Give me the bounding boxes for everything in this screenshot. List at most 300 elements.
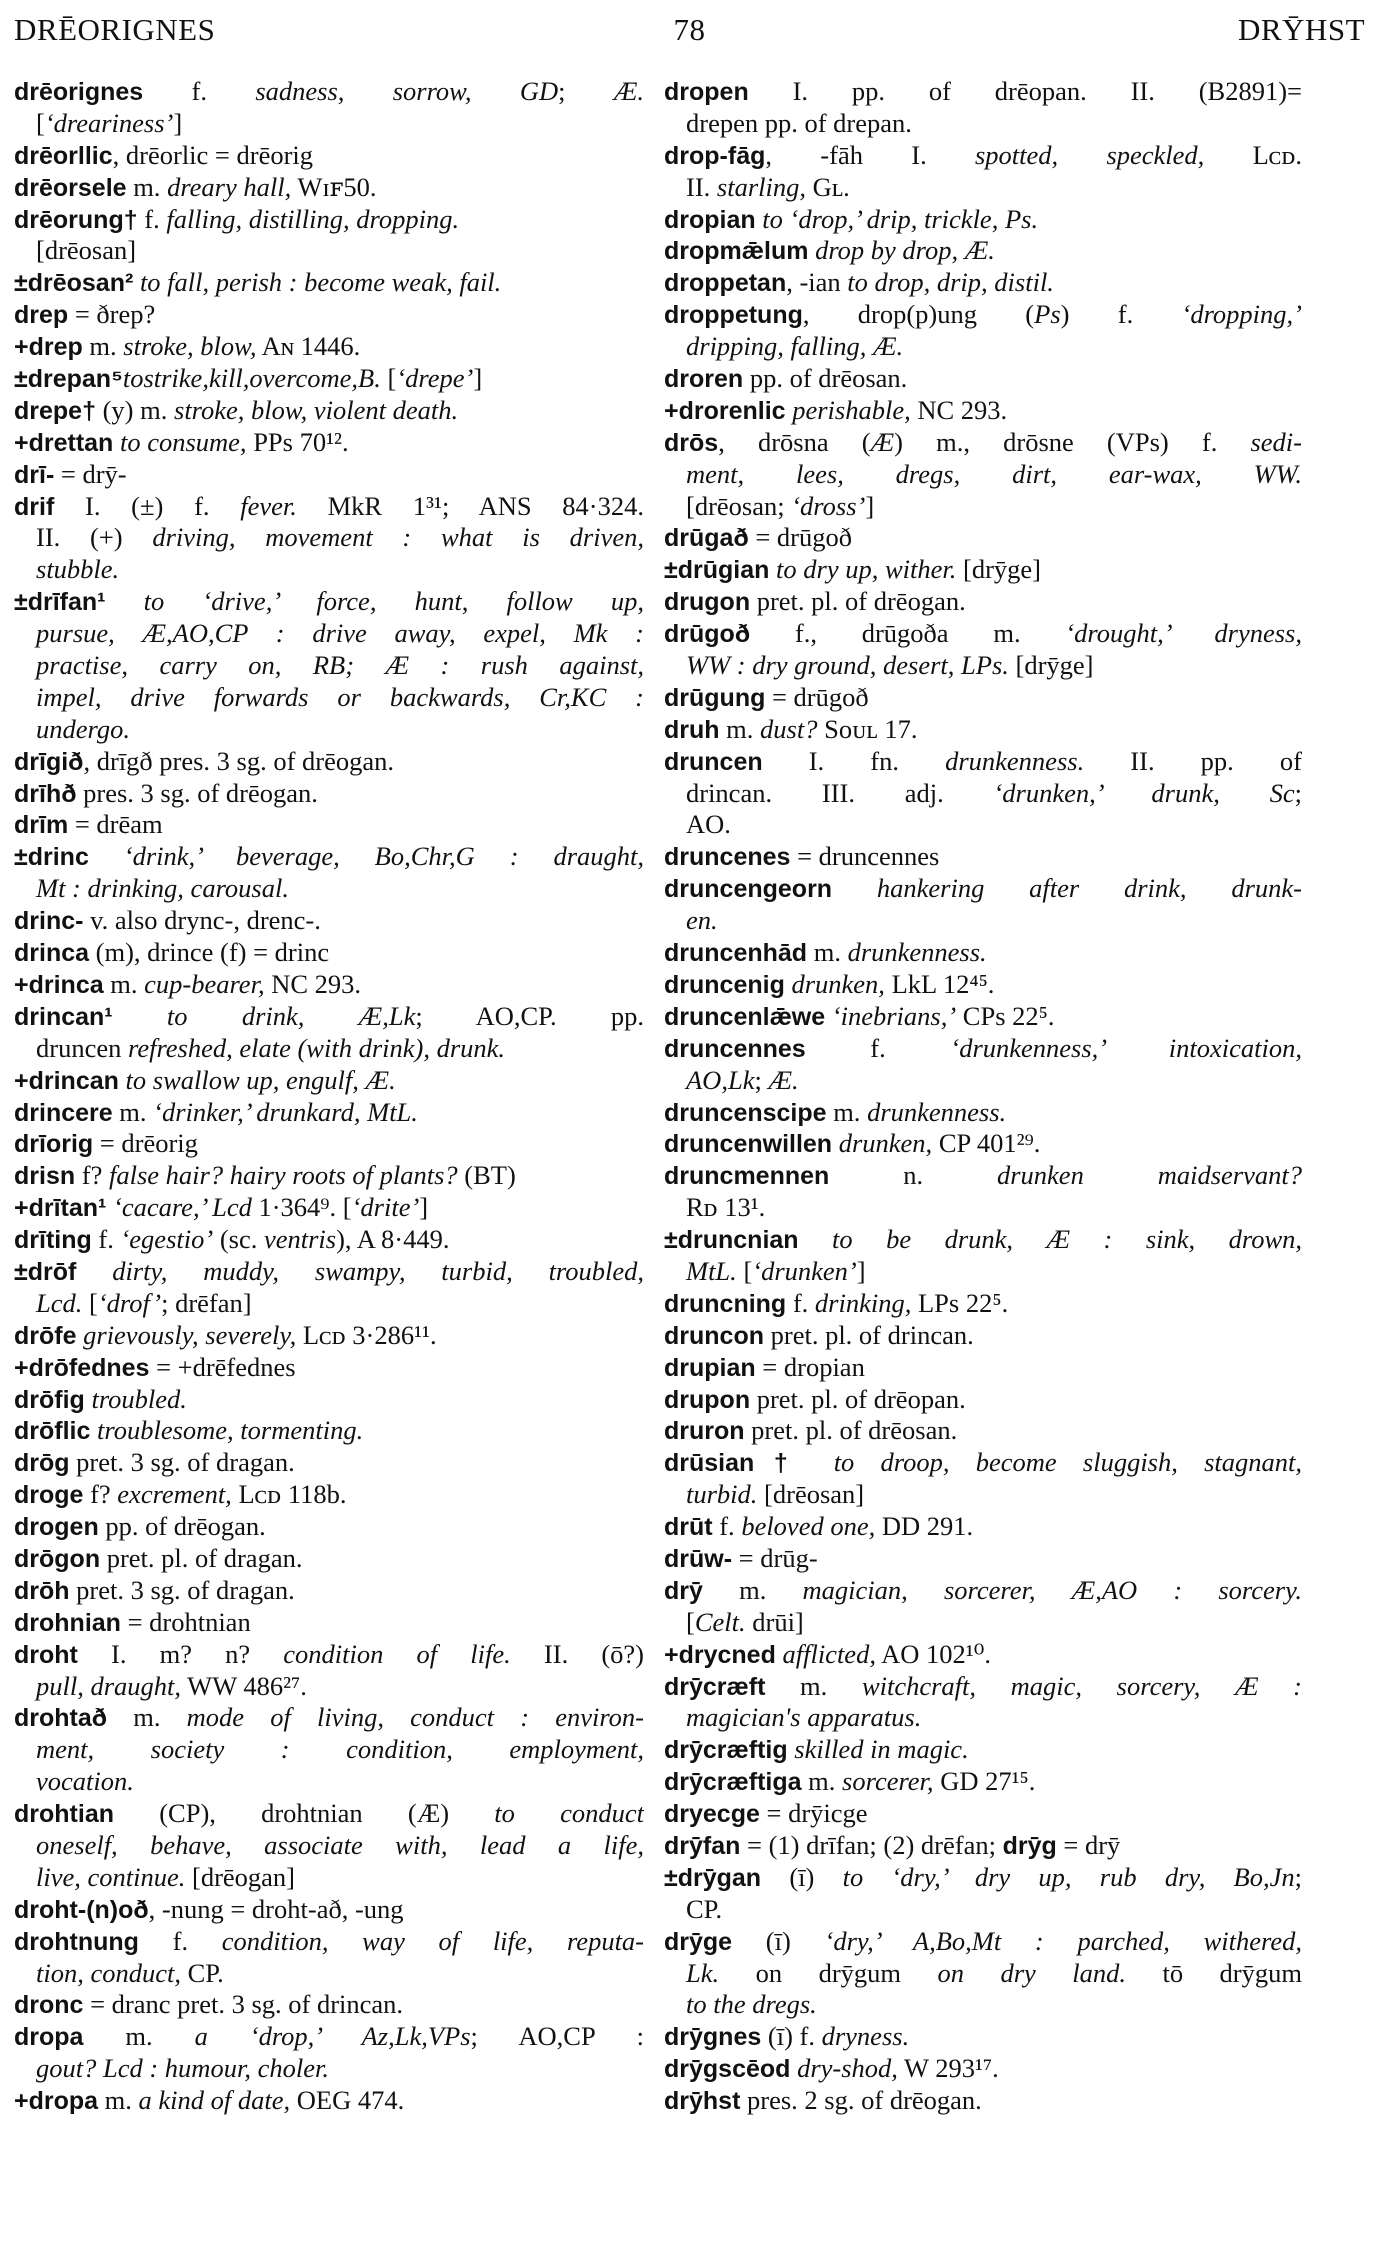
headword: drōg [14,1449,70,1478]
entry-text: LkL 12⁴⁵. [884,968,995,999]
headword: druncning [664,1289,787,1318]
entry-text: WW 486²⁷. [181,1670,307,1701]
definition-text: live, continue. [36,1861,186,1892]
definition-text: tion, conduct, [36,1957,181,1988]
headword: drōs [664,428,719,457]
headword: drȳgnes [664,2023,762,2052]
entry-text: [drȳge] [1008,650,1094,681]
dictionary-line [14,172,644,204]
headword: drūgað [664,524,749,553]
definition-text: ‘egestio’ [120,1224,214,1255]
dictionary-line [14,809,644,841]
definition-text: ‘drought,’ dryness, [1065,618,1302,649]
dictionary-line [664,1607,1302,1639]
headword: drȳg [1002,1831,1057,1860]
headword: +drettan [14,428,114,457]
entry-text [832,873,877,903]
entry-text: [drēosan; [686,490,792,521]
entry-text: [ [736,1255,753,1286]
dictionary-line [14,2085,644,2117]
headword: dryecge [664,1800,760,1829]
headword: ±drūgian [664,556,770,585]
definition-text: ‘cacare,’ Lcd [113,1192,252,1223]
dictionary-line [664,363,1302,395]
entry-text: , drēorlic = drēorig [112,139,314,170]
dictionary-line [664,1543,1302,1575]
entry-text: f. [138,1925,222,1956]
headword: drēorung† [14,205,138,234]
headword: drōh [14,1576,70,1605]
entry-text: m. [103,968,145,999]
dictionary-line [14,714,644,746]
entry-text: Rᴅ 13¹. [686,1192,766,1223]
headword: drugon [664,588,751,617]
entry-text: m. [826,1096,868,1127]
dictionary-line [664,1033,1302,1065]
dictionary-line [14,873,644,905]
headword: dropmǣlum [664,237,809,266]
dictionary-line [664,459,1302,491]
definition-text: en. [686,905,718,936]
entry-text [832,1128,839,1158]
definition-text: witchcraft, magic, sorcery, Æ : [861,1670,1302,1701]
entry-text: = drūgoð [765,681,869,712]
headword: drōfig [14,1385,85,1414]
dictionary-line [14,969,644,1001]
entry-text: m. [82,331,124,362]
entry-text: [ [82,1287,98,1318]
definition-text: a ‘drop,’ Az,Lk,VPs [194,2021,471,2052]
header-first-word: DRĒORIGNES [14,12,216,47]
entry-text: v. also drync-, drenc-. [83,905,321,936]
dictionary-line [14,1256,644,1288]
dictionary-line [664,1989,1302,2021]
headword: drȳfan [664,1831,741,1860]
entry-text: , -ian [786,267,848,298]
entry-text: ; [558,76,614,106]
dictionary-line [14,1702,644,1734]
entry-text: W 293¹⁷. [897,2053,999,2084]
definition-text: Mt : drinking, carousal. [36,873,289,904]
entry-text: (y) m. [95,394,174,425]
entry-text [799,1224,832,1254]
entry-text: = ðrep? [68,299,156,330]
definition-text: stroke, blow, [123,331,257,362]
entry-text: f. [143,76,256,106]
dictionary-line [14,1415,644,1447]
entry-text: DD 291. [875,1511,974,1542]
headword: druron [664,1417,745,1446]
dictionary-line [14,1734,644,1766]
definition-text: starling, [716,171,806,202]
entry-text: Wɪꜰ50. [291,171,377,202]
definition-text: fever. [240,490,297,521]
dictionary-line [664,650,1302,682]
dictionary-line [664,586,1302,618]
definition-text: to ‘drop,’ drip, trickle, Ps. [762,203,1039,234]
dictionary-line [664,1830,1302,1862]
definition-text: dryness. [821,2021,910,2052]
dictionary-line [14,1128,644,1160]
definition-text: beloved one, [741,1511,876,1542]
definition-text: condition of life. [283,1638,511,1669]
dictionary-line [14,140,644,172]
headword: drīhð [14,779,77,808]
entry-text: [drēosan] [757,1479,865,1510]
entry-text [113,1001,167,1031]
definition-text: falling, distilling, dropping. [166,203,460,234]
entry-text: ; [1294,1861,1302,1892]
definition-text: refreshed, elate (with drink), drunk. [127,1032,506,1063]
dictionary-line [14,1830,644,1862]
dictionary-line [664,267,1302,299]
headword: drisn [14,1162,76,1191]
entry-text: [drēosan] [36,235,137,266]
headword: +drinca [14,970,104,999]
dictionary-line [14,1097,644,1129]
dictionary-line [14,1447,644,1479]
dictionary-line [14,1352,644,1384]
headword: druh [664,715,720,744]
dictionary-line [14,459,644,491]
definition-text: stubble. [36,554,120,585]
headword: drōgon [14,1544,101,1573]
headword: ±drepan⁵ [14,365,123,394]
definition-text: to drink, Æ,Lk [166,1000,416,1031]
entry-text: [drȳge] [956,554,1041,585]
entry-text: m. [98,2085,139,2116]
definition-text: pursue, Æ,AO,CP : drive away, expel, Mk : [36,618,644,649]
definition-text: a kind of date, [138,2085,291,2116]
entry-text: (sc. [213,1224,264,1255]
definition-text: grievously, severely, [83,1319,297,1350]
headword: druncenig [664,970,785,999]
headword: +drep [14,333,83,362]
definition-text: ‘drunken,’ drunk, Sc [993,777,1295,808]
definition-text: Lcd. [36,1287,83,1318]
definition-text: perishable, [792,394,911,425]
dictionary-line [14,299,644,331]
dictionary-line [664,1702,1302,1734]
entry-text: ] [865,490,875,521]
definition-text: undergo. [36,713,130,744]
dictionary-line [14,586,644,618]
dictionary-line [664,905,1302,937]
definition-text: drunkenness. [847,937,987,968]
dictionary-line [664,1575,1302,1607]
definition-text: magician's apparatus. [686,1702,922,1733]
definition-text: stroke, blow, violent death. [174,394,459,425]
entry-text: Lᴄᴅ 118b. [231,1479,347,1510]
headword: drogen [14,1513,99,1542]
dictionary-line [14,522,644,554]
entry-text: [ [380,363,397,394]
entry-text: m. [719,713,761,744]
entry-text: on drȳgum [719,1957,938,1988]
entry-text: pret. 3 sg. of dragan. [69,1447,295,1478]
headword: ±drōf [14,1257,77,1286]
dictionary-line [664,1224,1302,1256]
headword: dronc [14,1991,84,2020]
definition-text: tostrike,kill,overcome,B. [122,363,381,394]
definition-text: pull, draught, [36,1670,182,1701]
entry-text: ; AO,CP. pp. [415,1000,644,1031]
headword: droppetan [664,269,787,298]
entry-text [133,267,140,297]
definition-text: gout? Lcd : humour, choler. [36,2053,329,2084]
entry-text: tō drȳgum [1126,1957,1302,1988]
dictionary-line [664,682,1302,714]
headword: drūt [664,1513,713,1542]
entry-text: ), A 8·449. [336,1224,450,1255]
definition-text: drinking, [814,1287,912,1318]
headword: druncon [664,1321,764,1350]
headword: droge [14,1481,84,1510]
definition-text: Æ [870,426,895,457]
definition-text: to consume, [119,426,247,457]
dictionary-line [14,1894,644,1926]
dictionary-line [14,2021,644,2053]
dictionary-line [14,1862,644,1894]
entry-text: f. [712,1511,742,1542]
headword: druncenhād [664,939,808,968]
entry-text: m. [702,1574,803,1605]
definition-text: hankering after drink, drunk- [876,873,1302,904]
entry-text: MkR 1³¹; ANS 84·324. [296,490,644,521]
definition-text: troubled. [91,1383,187,1414]
entry-text: pret. pl. of dragan. [100,1542,303,1573]
definition-text: dripping, falling, Æ. [686,331,904,362]
dictionary-line [664,331,1302,363]
dictionary-line [664,809,1302,841]
headword: drūgoð [664,620,751,649]
dictionary-line [14,331,644,363]
entry-text [119,1065,126,1095]
dictionary-line [14,554,644,586]
page-number: 78 [673,12,706,47]
dictionary-line [664,1352,1302,1384]
definition-text: turbid. [686,1479,758,1510]
entry-text: = drūgoð [748,522,852,553]
entry-text: druncen [36,1032,128,1063]
headword: druncmennen [664,1162,830,1191]
dictionary-line [14,491,644,523]
headword: druncen [664,747,763,776]
headword: drinc- [14,907,84,936]
entry-text: = drȳ [1056,1829,1121,1860]
entry-text: = druncennes [790,841,940,872]
definition-text: skilled in magic. [794,1734,969,1765]
entry-text: drincan. III. adj. [686,777,994,808]
entry-text [106,586,144,616]
headword: druncennes [664,1034,806,1063]
left-column [14,76,644,2117]
headword: drȳgscēod [664,2055,791,2084]
entry-text: (ī) f. [761,2021,822,2052]
entry-text: CP 401²⁹. [932,1128,1041,1159]
definition-text: Lk. [686,1957,720,1988]
entry-text: m. [107,1702,187,1733]
entry-text: Aɴ 1446. [256,331,361,362]
definition-text: ‘drepe’ [396,363,474,394]
definition-text: AO,Lk [686,1064,755,1095]
headword: drohnian [14,1608,121,1637]
entry-text: pret. pl. of drincan. [764,1319,974,1350]
definition-text: oneself, behave, associate with, lead a life, [36,1829,644,1860]
entry-text: ] [473,363,483,394]
dictionary-line [664,522,1302,554]
dictionary-line [664,1511,1302,1543]
entry-text: = dranc pret. 3 sg. of drincan. [83,1989,404,2020]
dictionary-line [14,1926,644,1958]
dictionary-line [664,1766,1302,1798]
headword: drīting [14,1226,92,1255]
entry-text: II. pp. of [1084,745,1302,776]
entry-text: II. [686,171,717,202]
entry-text: ; [1294,777,1302,808]
headword: drif [14,492,55,521]
dictionary-line [664,76,1302,108]
entry-text: pret. 3 sg. of dragan. [69,1574,295,1605]
entry-text: CP. [686,1893,723,1924]
definition-text: to ‘drive,’ force, hunt, follow up, [143,586,644,617]
definition-text: sedi- [1250,426,1302,457]
headword: ±drīfan¹ [14,588,106,617]
entry-text: (BT) [457,1160,516,1191]
dictionary-line [14,2053,644,2085]
definition-text: to the dregs. [686,1989,817,2020]
entry-text: = drȳ- [54,458,127,489]
headword: +drorenlic [664,396,786,425]
entry-text: II. (+) [36,522,153,553]
entry-text: f. [805,1032,951,1063]
definition-text: excrement, [117,1479,232,1510]
entry-text: pres. 3 sg. of drēogan. [76,777,318,808]
headword: drincere [14,1098,113,1127]
dictionary-line [14,937,644,969]
dictionary-line [14,1288,644,1320]
entry-text: m. [83,2021,195,2052]
entry-text: Sᴏᴜʟ 17. [817,713,918,744]
entry-text: m. [801,1766,843,1797]
dictionary-line [664,1862,1302,1894]
dictionary-line [14,76,644,108]
entry-text: (CP), drohtnian (Æ) [114,1798,495,1829]
entry-text: f. [91,1224,121,1255]
entry-text: , -fāh I. [765,139,975,170]
dictionary-line [664,1798,1302,1830]
entry-text: = drȳicge [759,1798,868,1829]
dictionary-line [14,235,644,267]
dictionary-line [14,1320,644,1352]
definition-text: to ‘dry,’ dry up, rub dry, Bo,Jn [842,1861,1295,1892]
definition-text: drunkenness. [867,1096,1007,1127]
dictionary-line [664,235,1302,267]
entry-text: drepen pp. of drepan. [686,107,912,138]
dictionary-line [664,2053,1302,2085]
definition-text: afflicted, [782,1638,876,1669]
definition-text: magician, sorcerer, Æ,AO : sorcery. [802,1574,1302,1605]
headword: ±druncnian [664,1226,799,1255]
entry-text: (ī) [732,1925,825,1956]
definition-text: Æ. [768,1064,799,1095]
headword: drȳcræftiga [664,1768,802,1797]
definition-text: to drop, drip, distil. [847,267,1054,298]
entry-text: ; [754,1064,769,1095]
headword: drīm [14,811,69,840]
entry-text: m. [807,937,848,968]
entry-text: = drēam [68,809,163,840]
entry-text: AO 102¹⁰. [875,1638,991,1669]
dictionary-line [14,204,644,236]
definition-text: MtL. [686,1255,737,1286]
definition-text: ‘dry,’ A,Bo,Mt : parched, withered, [824,1925,1302,1956]
headword: +drītan¹ [14,1194,107,1223]
dictionary-line [664,1926,1302,1958]
entry-text: CP. [181,1957,224,1988]
entry-text: = drēorig [93,1128,198,1159]
headword: drīorig [14,1130,94,1159]
entry-text: AO. [686,809,731,840]
headword: drohtað [14,1704,108,1733]
dictionary-line [664,1639,1302,1671]
dictionary-line [14,1989,644,2021]
dictionary-line [664,873,1302,905]
headword: dropen [664,78,749,106]
headword: druncenwillen [664,1130,833,1159]
entry-text: = +drēfednes [149,1351,296,1382]
dictionary-line [14,1958,644,1990]
dictionary-line [664,108,1302,140]
dictionary-line [14,778,644,810]
dictionary-line [664,204,1302,236]
headword: drȳ [664,1576,703,1605]
headword: +drycned [664,1640,776,1669]
dictionary-line [14,363,644,395]
headword: drēorsele [14,173,127,202]
definition-text: WW : dry ground, desert, LPs. [686,650,1009,681]
definition-text: drop by drop, Æ. [815,235,995,266]
dictionary-line [664,1256,1302,1288]
dictionary-line [14,1671,644,1703]
headword: drī- [14,460,55,489]
definition-text: ‘drof’ [97,1287,162,1318]
entry-text: pp. of drēosan. [743,363,908,394]
headword: drupian [664,1353,756,1382]
entry-text: ; AO,CP : [470,2021,644,2052]
dictionary-line [664,937,1302,969]
headword: +drōfednes [14,1353,150,1382]
dictionary-line [14,1065,644,1097]
header-last-word: DRȲHST [1237,12,1365,47]
dictionary-line [664,841,1302,873]
definition-text: to fall, perish : become weak, fail. [139,267,502,298]
dictionary-line [664,2021,1302,2053]
dictionary-line [14,1575,644,1607]
dictionary-line [664,1001,1302,1033]
dictionary-line [14,1384,644,1416]
entry-text: CPs 22⁵. [956,1000,1055,1031]
entry-text [106,1192,113,1222]
definition-text: drunken maidservant? [996,1160,1302,1191]
entry-text: 1·364⁹. [ [251,1192,352,1223]
entry-text: m. [765,1670,862,1701]
entry-text: Lᴄᴅ. [1204,139,1302,170]
entry-text: f., drūgoða m. [750,618,1066,649]
entry-text [113,427,120,457]
entry-text: pret. pl. of drēosan. [744,1415,958,1446]
definition-text: ment, society : condition, employment, [36,1734,644,1765]
